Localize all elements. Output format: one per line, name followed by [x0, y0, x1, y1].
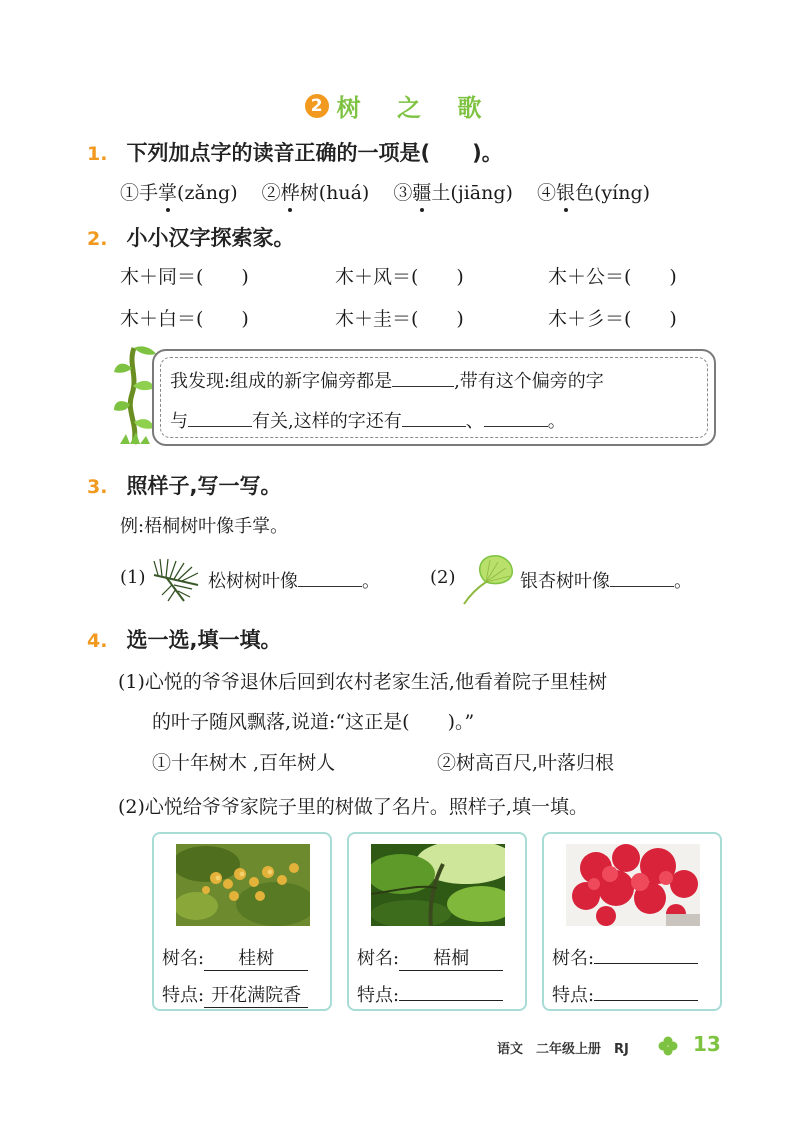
- q4-option-1: ①十年树木 ,百年树人: [152, 752, 336, 774]
- tree-card-maple: [542, 832, 722, 1011]
- question-number: 3.: [87, 476, 108, 498]
- tree-card-osmanthus: [152, 832, 332, 1011]
- q4-part-1-line-1: (1)心悦的爷爷退休后回到农村老家生活,他看着院子里桂树: [118, 671, 607, 693]
- question-text: 照样子,写一写。: [126, 474, 282, 498]
- q2-equation-6: 木＋彡＝( ): [548, 308, 677, 330]
- answer-blank[interactable]: [298, 568, 362, 587]
- q2-equation-5: 木＋圭＝( ): [335, 308, 464, 330]
- discover-line-1: 我发现:组成的新字偏旁都是 ,带有这个偏旁的字: [170, 367, 604, 393]
- answer-blank[interactable]: [402, 408, 466, 427]
- card-feature-row: 特点:: [357, 981, 503, 1007]
- maple-photo: [566, 844, 700, 926]
- page-number: 13: [693, 1032, 721, 1056]
- q1-option-4: ④银色(yíng): [536, 182, 651, 204]
- q2-equation-2: 木＋风＝( ): [335, 266, 464, 288]
- answer-blank[interactable]: [610, 568, 674, 587]
- q1-options: [120, 178, 650, 205]
- answer-blank[interactable]: [392, 368, 454, 387]
- osmanthus-photo: [176, 844, 310, 926]
- q3-item-1-num: (1): [120, 567, 146, 588]
- parasol-tree-photo: [371, 844, 505, 926]
- answer-blank[interactable]: [188, 408, 252, 427]
- question-4: [87, 624, 282, 654]
- lesson-title: [0, 88, 800, 123]
- tree-feature-value[interactable]: 开花满院香: [204, 981, 308, 1008]
- q4-part-2: (2)心悦给爷爷家院子里的树做了名片。照样子,填一填。: [118, 796, 588, 818]
- q3-example: 例:梧桐树叶像手掌。: [120, 516, 289, 537]
- tree-name-value[interactable]: 桂树: [204, 944, 308, 971]
- pine-leaf-icon: [148, 555, 204, 605]
- q2-equation-3: 木＋公＝( ): [548, 266, 677, 288]
- q1-option-1: ①手掌(zǎng): [120, 182, 238, 204]
- q3-item-1: 松树树叶像 。: [208, 567, 380, 593]
- question-2: [87, 222, 295, 252]
- ginkgo-leaf-icon: [458, 552, 516, 608]
- q1-option-3: ③疆土(jiāng): [393, 182, 513, 204]
- q4-part-1-line-2: 的叶子随风飘落,说道:“这正是( )。”: [152, 711, 475, 733]
- lesson-title-text: 树 之 歌: [336, 94, 496, 122]
- card-feature-row: 特点:: [552, 981, 698, 1007]
- q2-equation-1: 木＋同＝( ): [120, 266, 249, 288]
- question-text: 下列加点字的读音正确的一项是( )。: [126, 141, 503, 165]
- question-3: [87, 470, 282, 500]
- q2-equation-4: 木＋白＝( ): [120, 308, 249, 330]
- discover-box: [152, 349, 716, 446]
- card-name-row: 树名: 梧桐: [357, 944, 503, 971]
- card-feature-row: 特点: 开花满院香: [162, 981, 308, 1008]
- question-text: 小小汉字探索家。: [126, 226, 295, 250]
- question-number: 2.: [87, 228, 108, 250]
- q1-option-2: ②桦树(huá): [261, 182, 370, 204]
- tree-feature-value[interactable]: [399, 1000, 503, 1001]
- q3-item-2-num: (2): [430, 567, 456, 588]
- question-1: [87, 137, 503, 167]
- card-name-row: 树名:: [552, 944, 698, 970]
- discover-line-2: 与 有关,这样的字还有 、 。: [170, 407, 566, 433]
- answer-blank[interactable]: [484, 408, 548, 427]
- footer-book-info: 语文 二年级上册 RJ: [497, 1042, 629, 1057]
- tree-card-parasol: [347, 832, 527, 1011]
- clover-icon: [658, 1036, 678, 1056]
- q3-item-2: 银杏树叶像 。: [520, 567, 692, 593]
- tree-name-value[interactable]: 梧桐: [399, 944, 503, 971]
- q4-option-2: ②树高百尺,叶落归根: [437, 752, 615, 774]
- question-number: 4.: [87, 630, 108, 652]
- question-text: 选一选,填一填。: [126, 628, 282, 652]
- tree-feature-value[interactable]: [594, 1000, 698, 1001]
- tree-name-value[interactable]: [594, 963, 698, 964]
- card-name-row: 树名: 桂树: [162, 944, 308, 971]
- question-number: 1.: [87, 143, 108, 165]
- lesson-number-badge: 2: [305, 94, 329, 118]
